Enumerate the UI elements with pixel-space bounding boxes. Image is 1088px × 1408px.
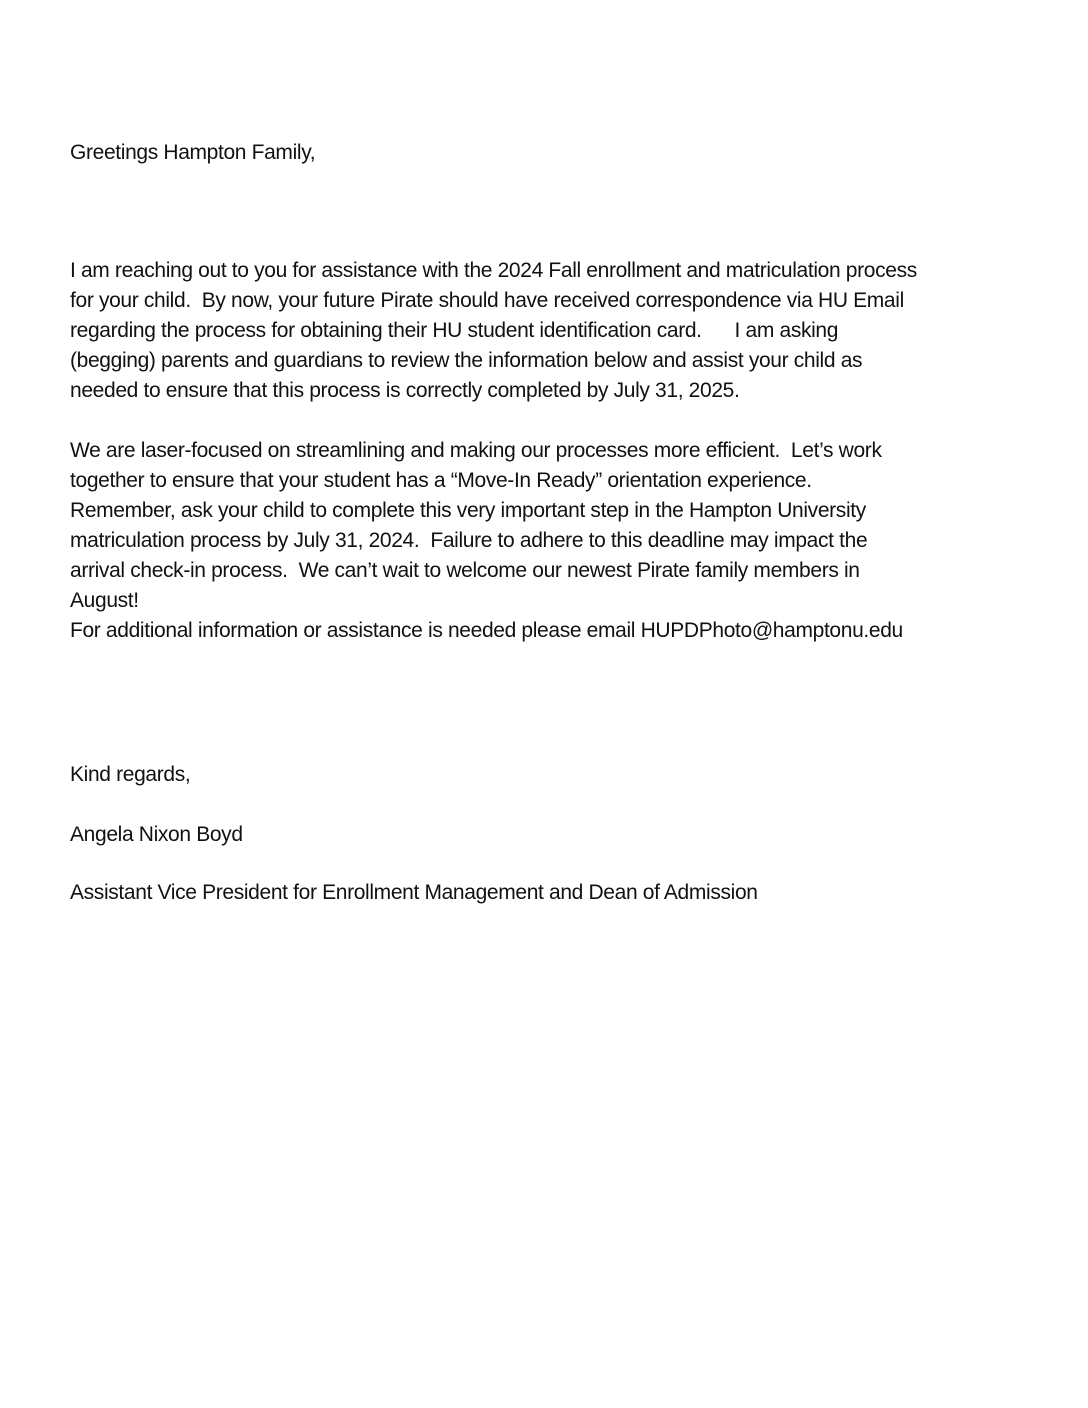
paragraph-1-line: needed to ensure that this process is correctly completed by July 31, 2025. [70,379,740,402]
closing: Kind regards, [70,763,191,786]
paragraph-1-line: I am reaching out to you for assistance with the 2024 Fall enrollment and matriculation process [70,259,917,282]
signature-title: Assistant Vice President for Enrollment Management and Dean of Admission [70,881,758,904]
greeting: Greetings Hampton Family, [70,141,316,164]
contact-email: HUPDPhoto@hamptonu.edu [640,619,903,642]
paragraph-2-line: We are laser-focused on streamlining and making our processes more efficient. Let’s work [70,439,882,462]
paragraph-2-line: together to ensure that your student has a “Move-In Ready” orientation experience. [70,469,812,492]
signature-name: Angela Nixon Boyd [70,823,243,846]
paragraph-2-line: August! [70,589,139,612]
paragraph-2-line: matriculation process by July 31, 2024. Failure to adhere to this deadline may impact the [70,529,868,552]
paragraph-1-line: regarding the process for obtaining their HU student identification card. I am asking [70,319,839,342]
paragraph-2-line: Remember, ask your child to complete this very important step in the Hampton University [70,499,866,522]
contact-line [70,616,903,646]
contact-text: For additional information or assistance is needed please email [70,619,641,642]
paragraph-1-line: (begging) parents and guardians to review the information below and assist your child as [70,349,863,372]
paragraph-2-line: arrival check-in process. We can’t wait to welcome our newest Pirate family members in [70,559,860,582]
paragraph-1-line: for your child. By now, your future Pirate should have received correspondence via HU Email [70,289,904,312]
